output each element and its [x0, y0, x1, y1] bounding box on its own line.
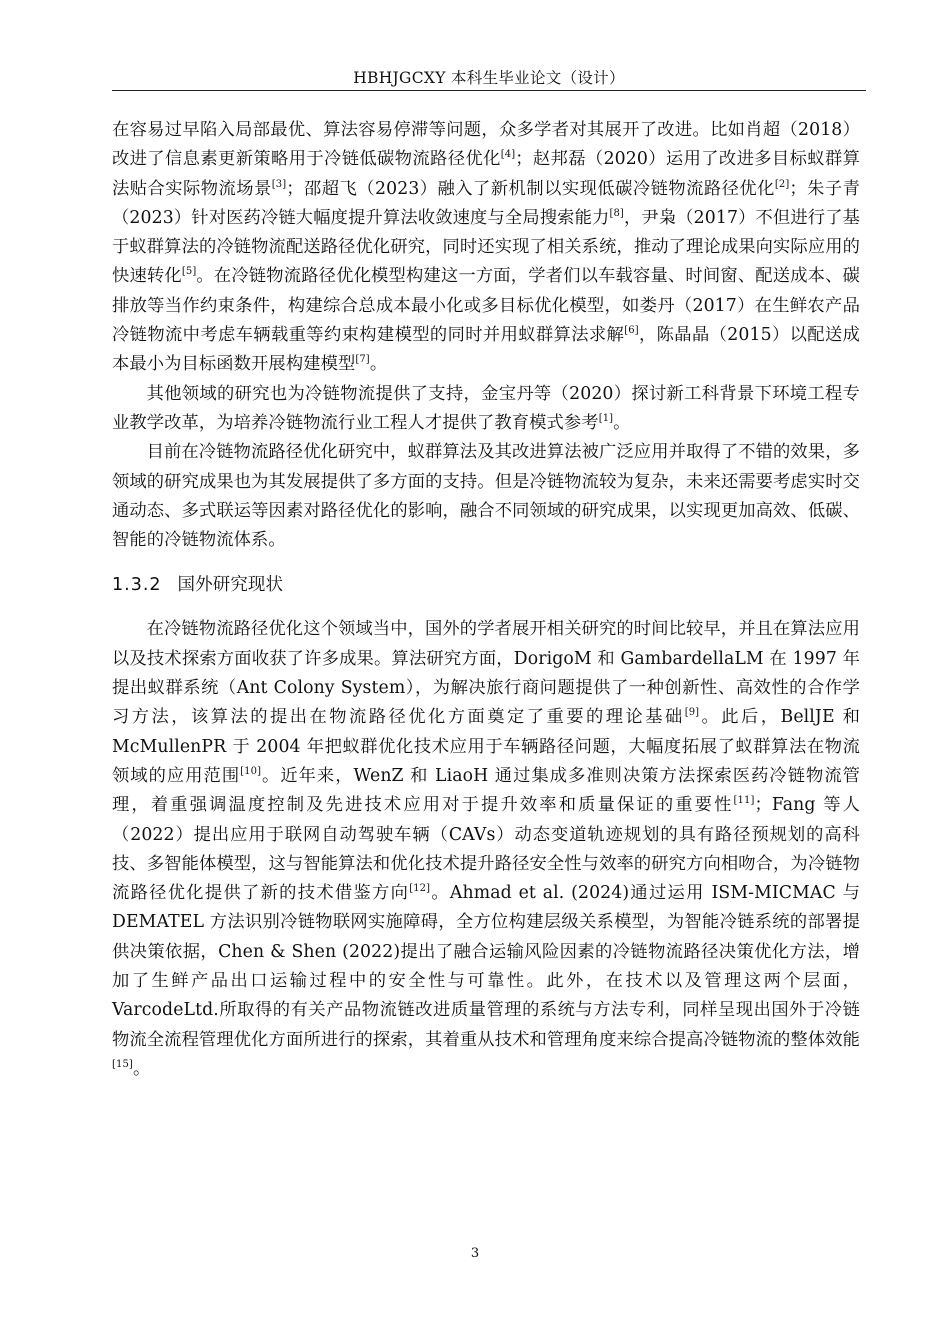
citation: [11]: [733, 795, 755, 807]
text-run: ，陈晶晶（2015）以配送成本最小为目标函数开展构建模型: [112, 325, 860, 375]
text-run: 。: [369, 354, 388, 375]
text-run: ，尹枭（2017）不但进行了基于蚁群算法的冷链物流配送路径优化研究，同时还实现了相关系统，推动了理论成果向实际应用的快速转化: [112, 207, 861, 287]
paragraph-2: [112, 380, 860, 439]
text-run: 其他领域的研究也为冷链物流提供了支持，金宝丹等（2020）探讨新工科背景下环境工程专业教学改革，为培养冷链物流行业工程人才提供了教育模式参考: [112, 383, 860, 433]
citation: [9]: [684, 707, 700, 719]
paragraph-1: [112, 116, 860, 380]
text-run: ；Fang 等人（2022）提出应用于联网自动驾驶车辆（CAVs）动态变道轨迹规划的具有路径预规划的高科技、多智能体模型，这与智能算法和优化技术提升路径安全性与效率的研究方向相吻合，为冷链物流路径优化提供了新的技术借鉴方向: [112, 795, 861, 904]
text-run: ；赵邦磊（2020）运用了改进多目标蚁群算法贴合实际物流场景: [112, 149, 860, 199]
citation: [7]: [355, 354, 370, 366]
citation: [10]: [240, 765, 262, 777]
page-number: 3: [470, 1246, 480, 1261]
section-title: 国外研究现状: [177, 575, 284, 596]
paragraph-4: [112, 615, 860, 1084]
paragraph-3: 目前在冷链物流路径优化研究中，蚁群算法及其改进算法被广泛应用并取得了不错的效果，多领域的研究成果也为其发展提供了多方面的支持。但是冷链物流较为复杂，未来还需要考虑实时交通动态、多式联运等因素对路径优化的影响，融合不同领域的研究成果，以实现更加高效、低碳、智能的冷链物流体系。: [112, 442, 860, 551]
text-run: 。此后，BellJE 和 McMullenPR 于 2004 年把蚁群优化技术应用于车辆路径问题，大幅度拓展了蚁群算法在物流领域的应用范围: [112, 707, 860, 786]
running-header: HBHJGCXY 本科生毕业论文（设计）: [353, 69, 625, 87]
citation: [6]: [624, 325, 639, 337]
text-run: 在冷链物流路径优化这个领域当中，国外的学者展开相关研究的时间比较早，并且在算法应用以及技术探索方面收获了许多成果。算法研究方面，DorigoM 和 GambardellaLM 在 1997 年提出蚁群系统（Ant Colony System），为解决旅行商问题提供了一种创新性、高效性的合作学习方法，该算法的提出在物流路径优化方面奠定了重要的理论基础: [112, 619, 860, 728]
body-text: [112, 116, 860, 1084]
citation: [3]: [271, 178, 287, 190]
section-number: 1.3.2: [112, 575, 162, 596]
citation: [4]: [500, 149, 516, 161]
section-heading: [112, 570, 860, 600]
citation: [8]: [609, 207, 624, 219]
text-run: 。在冷链物流路径优化模型构建这一方面，学者们以车载容量、时间窗、配送成本、碳排放等当作约束条件，构建综合总成本最小化或多目标优化模型，如娄丹（2017）在生鲜农产品冷链物流中考虑车辆载重等约束构建模型的同时并用蚁群算法求解: [112, 266, 860, 346]
citation: [1]: [598, 412, 614, 424]
text-run: 。Ahmad et al. (2024)通过运用 ISM-MICMAC 与 DEMATEL 方法识别冷链物联网实施障碍，全方位构建层级关系模型，为智能冷链系统的部署提供决策依据，Chen & Shen (2022)提出了融合运输风险因素的冷链物流路径决策优化方法，增加了生鲜产品出口运输过程中的安全性与可靠性。此外，在技术以及管理这两个层面，VarcodeLtd.所取得的有关产品物流链改进质量管理的系统与方法专利，同样呈现出国外于冷链物流全流程管理优化方面所进行的探索，其着重从技术和管理角度来综合提高冷链物流的整体效能: [112, 883, 861, 1050]
text-run: ；邵超飞（2023）融入了新机制以实现低碳冷链物流路径优化: [286, 178, 775, 199]
text-run: 。近年来，WenZ 和 LiaoH 通过集成多准则决策方法探索医药冷链物流管理，着重强调温度控制及先进技术应用对于提升效率和质量保证的重要性: [112, 765, 861, 816]
citation: [5]: [181, 266, 197, 278]
citation: [2]: [774, 178, 790, 190]
citation: [15]: [112, 1058, 133, 1070]
text-run: 在容易过早陷入局部最优、算法容易停滞等问题，众多学者对其展开了改进。比如肖超（2018）改进了信息素更新策略用于冷链低碳物流路径优化: [112, 120, 860, 170]
text-run: 。: [613, 412, 631, 433]
citation: [12]: [409, 883, 431, 895]
text-run: 。: [132, 1058, 151, 1079]
text-run: ；朱子青（2023）针对医药冷链大幅度提升算法收敛速度与全局搜索能力: [112, 178, 860, 228]
header-rule: [112, 90, 866, 91]
